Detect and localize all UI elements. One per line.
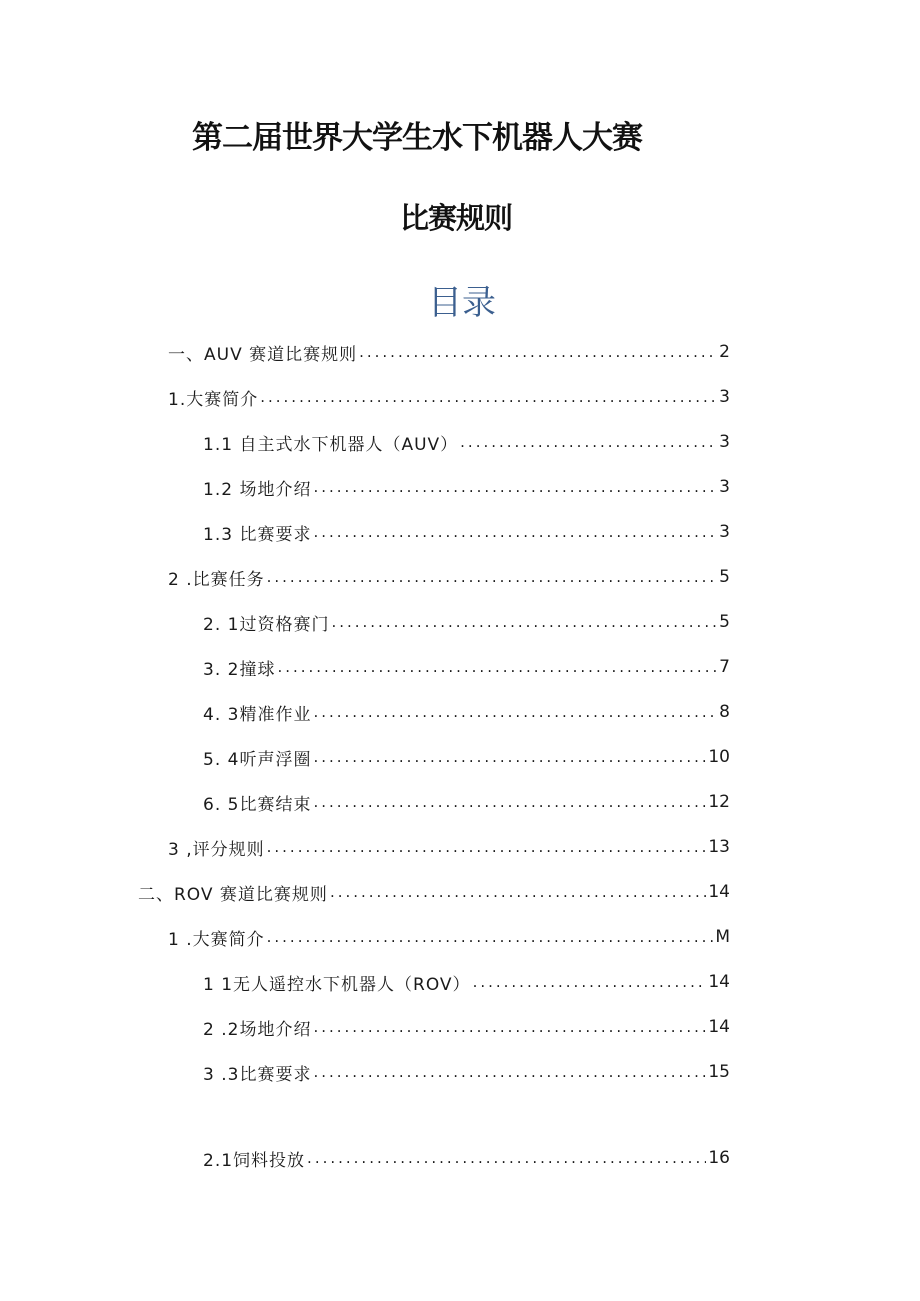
toc-entry[interactable] <box>168 384 730 410</box>
toc-entry-label: 3. 2撞球 <box>203 659 276 680</box>
toc-leader-dots <box>267 564 716 590</box>
toc-leader-dots <box>331 609 716 635</box>
toc-leader-dots <box>313 699 716 725</box>
toc-entry-page: 7 <box>719 657 730 677</box>
toc-entry-label: 1.1 自主式水下机器人（AUV） <box>203 434 459 455</box>
toc-leader-dots <box>313 474 716 500</box>
toc-entry-page: 15 <box>708 1062 730 1082</box>
toc-entry[interactable] <box>138 879 730 905</box>
toc-leader-dots <box>313 789 706 815</box>
toc-entry-label: 1 .大赛简介 <box>168 929 265 950</box>
toc-entry-page: 5 <box>719 612 730 632</box>
toc-entry-page: 14 <box>708 972 730 992</box>
toc-leader-dots <box>277 654 716 680</box>
toc-entry-page: 3 <box>719 432 730 452</box>
toc-entry-page: 12 <box>708 792 730 812</box>
toc-entry-page: 10 <box>708 747 730 767</box>
toc-entry[interactable] <box>203 744 730 770</box>
toc-entry-page: 13 <box>708 837 730 857</box>
toc-leader-dots <box>460 429 716 455</box>
document-title: 第二届世界大学生水下机器人大赛 <box>192 120 642 156</box>
toc-entry[interactable] <box>203 474 730 500</box>
toc-entry[interactable] <box>168 924 730 950</box>
toc-leader-dots <box>473 969 707 995</box>
toc-leader-dots <box>313 744 706 770</box>
toc-leader-dots <box>359 339 716 365</box>
toc-entry-label: 1.大赛简介 <box>168 389 259 410</box>
toc-heading: 目录 <box>428 283 496 323</box>
toc-entry[interactable] <box>203 789 730 815</box>
toc-entry-page: 2 <box>719 342 730 362</box>
toc-entry-label: 6. 5比赛结束 <box>203 794 312 815</box>
toc-entry[interactable] <box>203 654 730 680</box>
toc-entry-label: 1 1无人遥控水下机器人（ROV） <box>203 974 471 995</box>
toc-entry-page: M <box>715 927 730 947</box>
toc-entry-label: 1.3 比赛要求 <box>203 524 312 545</box>
toc-leader-dots <box>313 1059 706 1085</box>
toc-leader-dots <box>260 384 716 410</box>
toc-entry-page: 3 <box>719 387 730 407</box>
toc-entry-label: 2 .比赛任务 <box>168 569 265 590</box>
toc-entry-label: 1.2 场地介绍 <box>203 479 312 500</box>
toc-leader-dots <box>330 879 706 905</box>
toc-entry[interactable] <box>203 1014 730 1040</box>
toc-entry-page: 3 <box>719 522 730 542</box>
toc-entry-label: 4. 3精准作业 <box>203 704 312 725</box>
toc-entry-page: 5 <box>719 567 730 587</box>
toc-entry[interactable] <box>203 429 730 455</box>
toc-entry-label: 一、AUV 赛道比赛规则 <box>168 344 358 365</box>
toc-entry-page: 8 <box>719 702 730 722</box>
toc-entry-label: 2. 1过资格赛门 <box>203 614 330 635</box>
toc-entry[interactable] <box>203 519 730 545</box>
toc-entry-label: 3 ,评分规则 <box>168 839 265 860</box>
toc-entry-label: 2.1饲料投放 <box>203 1150 306 1171</box>
document-subtitle: 比赛规则 <box>400 201 513 235</box>
toc-entry[interactable] <box>203 609 730 635</box>
toc-leader-dots <box>313 519 716 545</box>
toc-entry-label: 3 .3比赛要求 <box>203 1064 312 1085</box>
toc-leader-dots <box>267 924 714 950</box>
toc-entry-page: 3 <box>719 477 730 497</box>
toc-entry[interactable] <box>203 699 730 725</box>
toc-entry[interactable] <box>203 1145 730 1171</box>
toc-entry[interactable] <box>203 1059 730 1085</box>
toc-entry[interactable] <box>203 969 730 995</box>
toc-leader-dots <box>267 834 707 860</box>
toc-entry-label: 5. 4听声浮圈 <box>203 749 312 770</box>
toc-entry-label: 2 .2场地介绍 <box>203 1019 312 1040</box>
toc-leader-dots <box>307 1145 706 1171</box>
toc-entry-page: 14 <box>708 1017 730 1037</box>
toc-entry[interactable] <box>168 564 730 590</box>
toc-entry[interactable] <box>168 339 730 365</box>
toc-entry-page: 16 <box>708 1148 730 1168</box>
toc-leader-dots <box>313 1014 706 1040</box>
toc-entry-label: 二、ROV 赛道比赛规则 <box>138 884 328 905</box>
toc-entry[interactable] <box>168 834 730 860</box>
toc-entry-page: 14 <box>708 882 730 902</box>
